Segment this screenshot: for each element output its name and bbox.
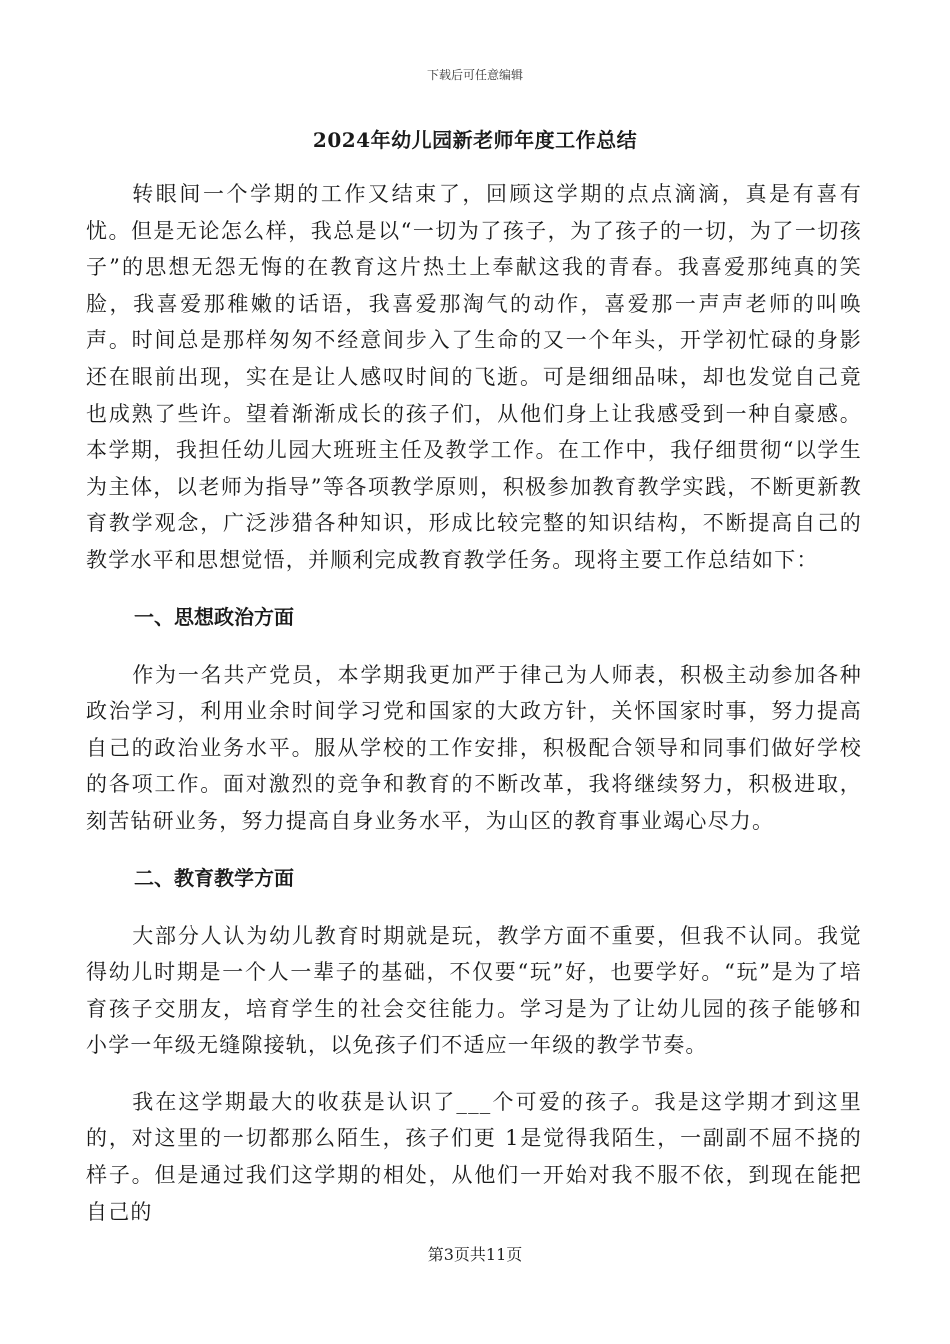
document-title: 2024年幼儿园新老师年度工作总结: [312, 128, 638, 152]
section-heading-politics: 一、思想政治方面: [134, 604, 294, 629]
intro-paragraph: 转眼间一个学期的工作又结束了，回顾这学期的点点滴滴，真是有喜有忧。但是无论怎么样，我总是以“一切为了孩子，为了孩子的一切，为了一切孩子”的思想无怨无悔的在教育这片热土上奉献这我的青春。我喜爱那纯真的笑脸，我喜爱那稚嫩的话语，我喜爱那淘气的动作，喜爱那一声声老师的叫唤声。时间总是那样匆匆不经意间步入了生命的又一个年头，开学初忙碌的身影还在眼前出现，实在是让人感叹时间的飞逝。可是细细品味，却也发觉自己竟也成熟了些许。望着渐渐成长的孩子们，从他们身上让我感受到一种自豪感。本学期，我担任幼儿园大班班主任及教学工作。在工作中，我仔细贯彻“以学生为主体，以老师为指导”等各项教学原则，积极参加教育教学实践，不断更新教育教学观念，广泛涉猎各种知识，形成比较完整的知识结构，不断提高自己的教学水平和思想觉悟，并顺利完成教育教学任务。现将主要工作总结如下：: [86, 182, 862, 572]
page-footer: 第3页共11页: [427, 1245, 523, 1264]
section-heading-teaching: 二、教育教学方面: [134, 865, 294, 890]
teaching-paragraph-1: 大部分人认为幼儿教育时期就是玩，教学方面不重要，但我不认同。我觉得幼儿时期是一个人一辈子的基础，不仅要“玩”好，也要学好。“玩”是为了培育孩子交朋友，培育学生的社会交往能力。学习是为了让幼儿园的孩子能够和小学一年级无缝隙接轨，以免孩子们不适应一年级的教学节奏。: [86, 923, 862, 1058]
politics-paragraph: 作为一名共产党员，本学期我更加严于律己为人师表，积极主动参加各种政治学习，利用业余时间学习党和国家的大政方针，关怀国家时事，努力提高自己的政治业务水平。服从学校的工作安排，积极配合领导和同事们做好学校的各项工作。面对激烈的竞争和教育的不断改革，我将继续努力，积极进取，刻苦钻研业务，努力提高自身业务水平，为山区的教育事业竭心尽力。: [86, 662, 862, 833]
teaching-paragraph-2: 我在这学期最大的收获是认识了___个可爱的孩子。我是这学期才到这里的，对这里的一切都那么陌生，孩子们更 1是觉得我陌生，一副副不屈不挠的样子。但是通过我们这学期的相处，从他们一开始对我不服不依，到现在能把自己的: [86, 1089, 862, 1224]
document-body: [86, 176, 862, 1230]
header-note: 下载后可任意编辑: [426, 68, 523, 82]
